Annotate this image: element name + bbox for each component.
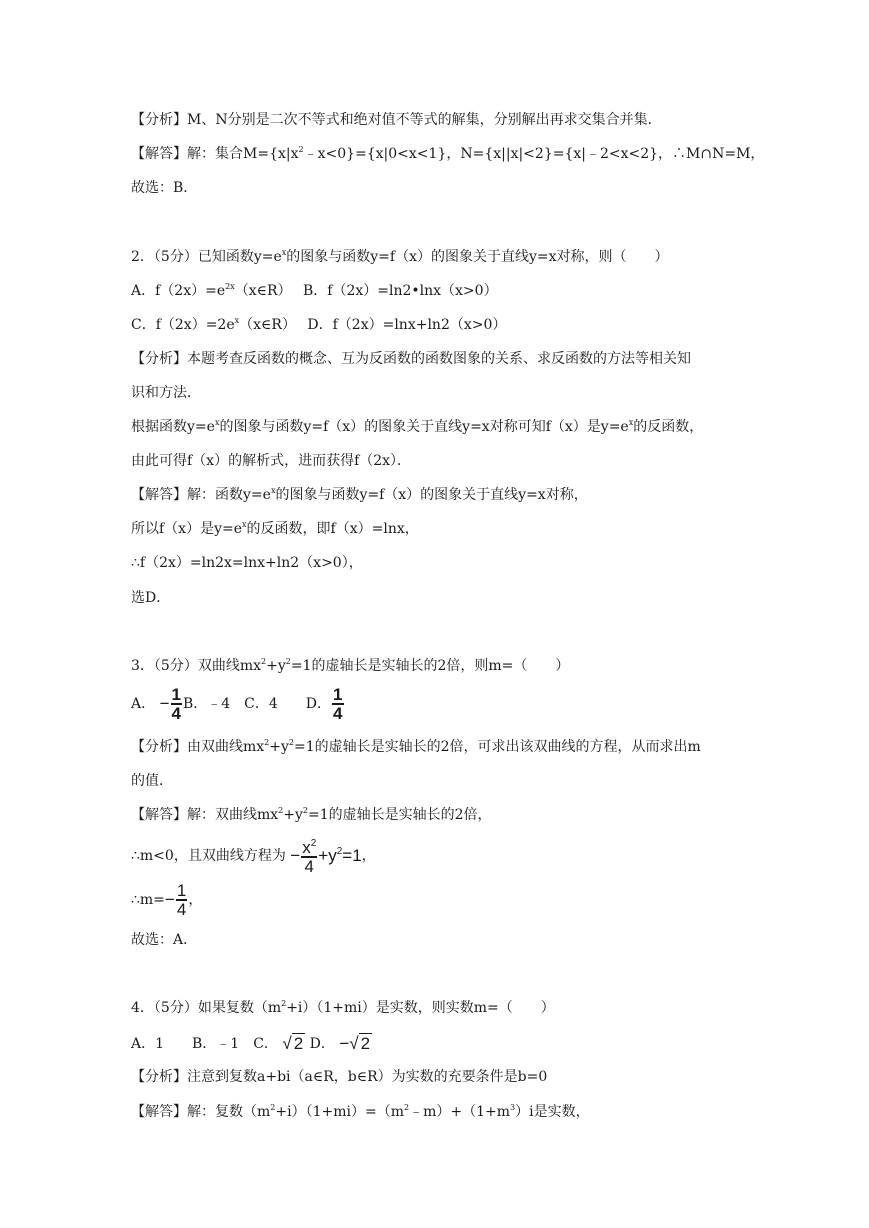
q2-analysis-1: 【分析】本题考查反函数的概念、互为反函数的函数图象的关系、求反函数的方法等相关知 — [131, 351, 691, 367]
q3-solution-2: ∴m<0，且双曲线方程为 − $\frac{x^2}{4}$ $+y^2=1$， — [131, 837, 376, 876]
q2-analysis-3: 根据函数$y=e^x$的图象与函数y=f（x）的图象关于直线y=x对称可知f（x）是$y=e^x$的反函数， — [131, 418, 704, 435]
q3-solution-1: 【解答】解：双曲线$mx^2+y^2=1$的虚轴长是实轴长的2倍， — [131, 806, 492, 823]
fraction-quarter-d: $\frac{1}{4}$ — [333, 685, 343, 723]
q4-solution: 【解答】解：复数$(m^2+i)(1+mi)=(m^2﹣m)+(1+m^3)i$是实数， — [131, 1103, 590, 1120]
fraction-quarter-m: $\frac{1}{4}$ — [176, 881, 187, 919]
q4-options: A．1 B．﹣1 C． √ 2 D． −√ 2 — [131, 1030, 372, 1058]
q2-solution-1: 【解答】解：函数$y=e^x$的图象与函数y=f（x）的图象关于直线y=x对称， — [131, 486, 588, 503]
q4-stem: 4．（5分）如果复数$(m^2+i)(1+mi)$是实数，则实数m=（ ） — [131, 999, 555, 1016]
fraction-quarter-a: $\frac{1}{4}$ — [171, 685, 181, 723]
q1-solution: 【解答】解：集合$M=\{x|x^2﹣x<0\}=\{x|0<x<1\}$，N={x||x|<2}={x|﹣2<x<2}，∴M∩N=M， — [131, 145, 765, 162]
neg-quarter-fraction: − — [159, 694, 170, 713]
q2-choice: 选D． — [131, 590, 171, 606]
q3-analysis-1: 【分析】由双曲线$mx^2+y^2=1$的虚轴长是实轴长的2倍，可求出该双曲线的方程，从而求出m — [131, 738, 701, 755]
q2-solution-3: ∴f（2x）=ln2x=lnx+ln2（x>0）， — [131, 555, 363, 571]
neg-sqrt-two-d: −√ 2 — [339, 1034, 371, 1053]
q3-options: A． − $\frac{1}{4}$ B．﹣4 C．4 D． $\frac{1}{4}$ — [131, 685, 343, 723]
q2-options-cd: C．$f(2x)=2e^x(x\in R)$ D．f（2x）=lnx+ln2（x>0） — [131, 316, 507, 333]
q2-solution-2: 所以f（x）是$y=e^x$的反函数，即f（x）=lnx， — [131, 520, 419, 537]
q2-analysis-2: 识和方法． — [131, 385, 201, 401]
neg-sign: − — [164, 890, 175, 909]
q2-stem: 2．（5分）已知函数$y=e^x$的图象与函数y=f（x）的图象关于直线y=x对称，则（ ） — [131, 248, 669, 265]
q1-analysis: 【分析】M、N分别是二次不等式和绝对值不等式的解集，分别解出再求交集合并集． — [131, 112, 662, 128]
sqrt-two-c: √ 2 — [282, 1034, 304, 1053]
q4-analysis: 【分析】注意到复数a+bi（a∈R，b∈R）为实数的充要条件是b=0 — [131, 1069, 548, 1085]
q1-choice: 故选：B． — [131, 180, 198, 196]
q2-analysis-4: 由此可得f（x）的解析式，进而获得f（2x）． — [131, 453, 412, 469]
q2-options-ab: A．$f(2x)=e^{2x}(x\in R)$ B．f（2x）=ln2•lnx（x>0） — [131, 282, 498, 299]
q3-solution-3: ∴m=− $\frac{1}{4}$ ， — [131, 881, 203, 919]
q3-choice: 故选：A． — [131, 932, 198, 948]
q3-analysis-2: 的值． — [131, 773, 173, 789]
hyperbola-equation: − $\frac{x^2}{4}$ $+y^2=1$ — [290, 837, 362, 876]
q3-stem: 3．（5分）双曲线$mx^2+y^2=1$的虚轴长是实轴长的2倍，则m=（ ） — [131, 657, 570, 674]
